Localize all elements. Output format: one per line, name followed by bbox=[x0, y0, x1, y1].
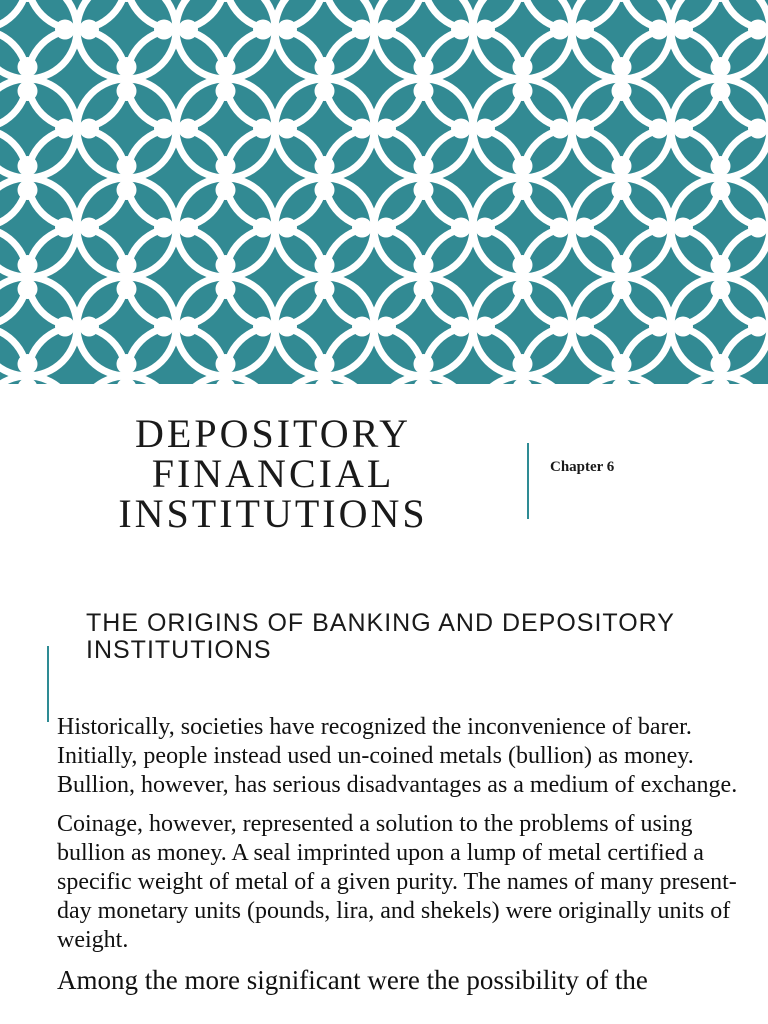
slide-title bbox=[88, 411, 458, 536]
slide-title-line-2: FINANCIAL bbox=[151, 451, 395, 496]
paragraph-1: Historically, societies have recognized the inconvenience of barer. Initially, people instead used un-coined metals (bullion) as money. Bullion, however, has serious disadvantages as a medium of exchange. bbox=[57, 714, 738, 798]
title-divider bbox=[527, 443, 529, 519]
paragraph-3: Among the more significant were the possibility of the bbox=[57, 965, 648, 995]
section-heading: THE ORIGINS OF BANKING AND DEPOSITORY INSTITUTIONS bbox=[86, 609, 675, 664]
interlocking-circle-pattern-icon bbox=[0, 0, 768, 384]
chapter-subtitle: Chapter 6 bbox=[550, 459, 615, 475]
paragraph-2: Coinage, however, represented a solution to the problems of using bullion as money. A seal imprinted upon a lump of metal certified a specific weight of metal of a given purity. The names of many present-day monetary units (pounds, lira, and shekels) were originally units of weight. bbox=[57, 811, 737, 953]
decorative-pattern-banner bbox=[0, 0, 768, 384]
body-text bbox=[57, 713, 747, 1006]
section-accent-bar bbox=[47, 646, 49, 722]
slide-title-line-1: DEPOSITORY bbox=[135, 411, 411, 456]
slide-title-line-3: INSTITUTIONS bbox=[118, 491, 428, 536]
